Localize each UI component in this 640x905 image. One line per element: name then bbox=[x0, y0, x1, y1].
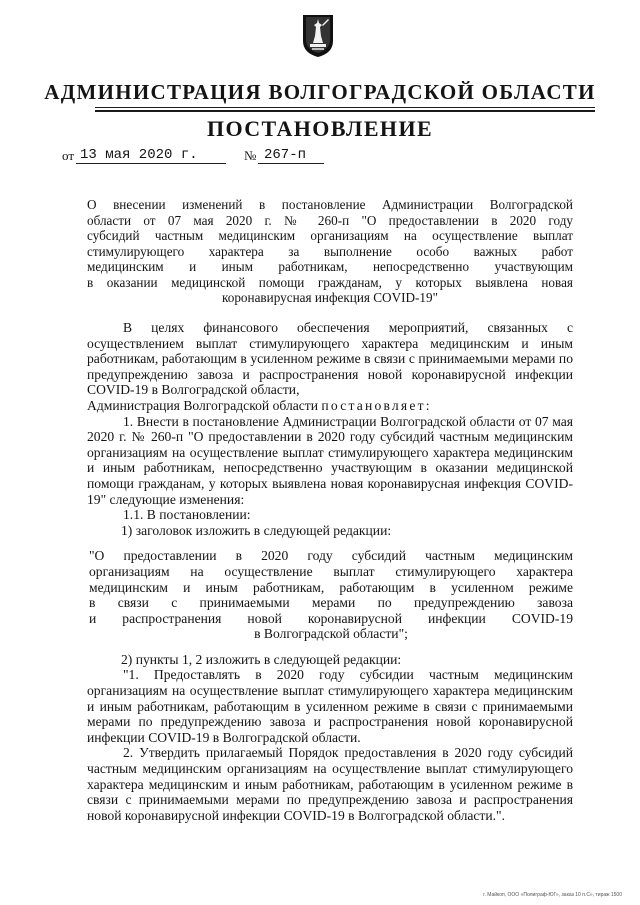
subitem-1-paragraph: 1) заголовок изложить в следующей редакции: bbox=[121, 522, 392, 538]
quote-line: медицинским и иным работникам, работающим в усиленном режиме bbox=[89, 579, 573, 595]
subject-line: О внесении изменений в постановление Администрации Волгоградской bbox=[87, 197, 573, 212]
date-prefix: от bbox=[62, 148, 75, 163]
subject-line: субсидий частным медицинским организациям на осуществление выплат bbox=[87, 228, 573, 243]
quote-line: в Волгоградской области"; bbox=[254, 626, 408, 642]
subject-line: области от 07 мая 2020 г. № 260-п "О предоставлении в 2020 году bbox=[87, 212, 573, 228]
header-rule-thick bbox=[95, 110, 595, 112]
title-quote bbox=[87, 548, 573, 642]
header-rule-thin bbox=[95, 107, 595, 108]
preamble-paragraph bbox=[87, 320, 573, 414]
quote-line: и распространения новой коронавирусной инфекции COVID-19 bbox=[89, 610, 573, 626]
organization-title: АДМИНИСТРАЦИЯ ВОЛГОГРАДСКОЙ ОБЛАСТИ bbox=[44, 80, 596, 104]
point-2-paragraph: 2. Утвердить прилагаемый Порядок предоставления в 2020 году субсидий частным медицинским организациям на осуществление выплат стимулирующего характера медицинским и иным работникам, работающим в усиленном режиме в связи с принимаемыми мерами по предупреждению завоза и распространения новой коронавирусной инфекции COVID-19 в Волгоградской области.". bbox=[87, 745, 573, 823]
point-1-paragraph: "1. Предоставлять в 2020 году субсидии частным медицинским организациям на осуществление выплат стимулирующего характера медицинским и иным работникам, работающим в усиленном режиме в связи с принимаемыми мерами по предупреждению завоза и распространения новой коронавирусной инфекции COVID-19 в Волгоградской области. bbox=[87, 667, 573, 745]
document-type-title: ПОСТАНОВЛЕНИЕ bbox=[206, 116, 434, 141]
subject-line: коронавирусная инфекция COVID-19" bbox=[222, 290, 438, 305]
subitem-2-paragraph: 2) пункты 1, 2 изложить в следующей редакции: bbox=[121, 651, 402, 667]
subject-line: в оказании медицинской помощи гражданам, у которых выявлена новая bbox=[87, 274, 573, 290]
decides-word: постановляет: bbox=[321, 397, 432, 413]
date-underline bbox=[76, 163, 226, 164]
print-footer: г. Майкоп, ООО «Полиграф-ЮГ», заказ 10 п.С», тираж 1500 bbox=[483, 892, 622, 898]
subject-line: стимулирующего характера за выполнение особо важных работ bbox=[87, 243, 573, 259]
preamble-tail: Администрация Волгоградской области bbox=[87, 397, 319, 413]
document-body bbox=[87, 320, 573, 823]
date-value: 13 мая 2020 г. bbox=[80, 147, 198, 163]
quote-line: в связи с принимаемыми мерами по предупреждению завоза bbox=[89, 595, 573, 611]
subject-line: медицинским и иным работникам, непосредственно участвующим bbox=[87, 259, 573, 274]
quote-line: организациям на осуществление выплат стимулирующего характера bbox=[89, 563, 573, 579]
document-subject bbox=[87, 197, 573, 306]
quote-line: "О предоставлении в 2020 году субсидий частным медицинским bbox=[89, 548, 573, 564]
coat-of-arms-icon bbox=[302, 14, 334, 58]
number-value: 267-п bbox=[264, 147, 307, 163]
number-underline bbox=[258, 163, 324, 164]
preamble-text: В целях финансового обеспечения мероприятий, связанных с осуществлением выплат стимулирующего характера медицинским и иным работникам, работающим в усиленном режиме в связи с принимаемыми мерами по предупреждению завоза и распространения новой коронавирусной инфекции COVID-19 в Волгоградской области, bbox=[87, 320, 573, 398]
item-1-1-paragraph: 1.1. В постановлении: bbox=[123, 507, 251, 523]
number-prefix: № bbox=[244, 148, 257, 163]
item-1-paragraph: 1. Внести в постановление Администрации Волгоградской области от 07 мая 2020 г. № 260-п "О предоставлении в 2020 году субсидий частным медицинским организациям на осуществление выплат стимулирующего характера медицинским и иным работникам, непосредственно участвующим в оказании медицинской помощи гражданам, у которых выявлена новая коронавирусная инфекция COVID-19" следующие изменения: bbox=[87, 413, 573, 507]
